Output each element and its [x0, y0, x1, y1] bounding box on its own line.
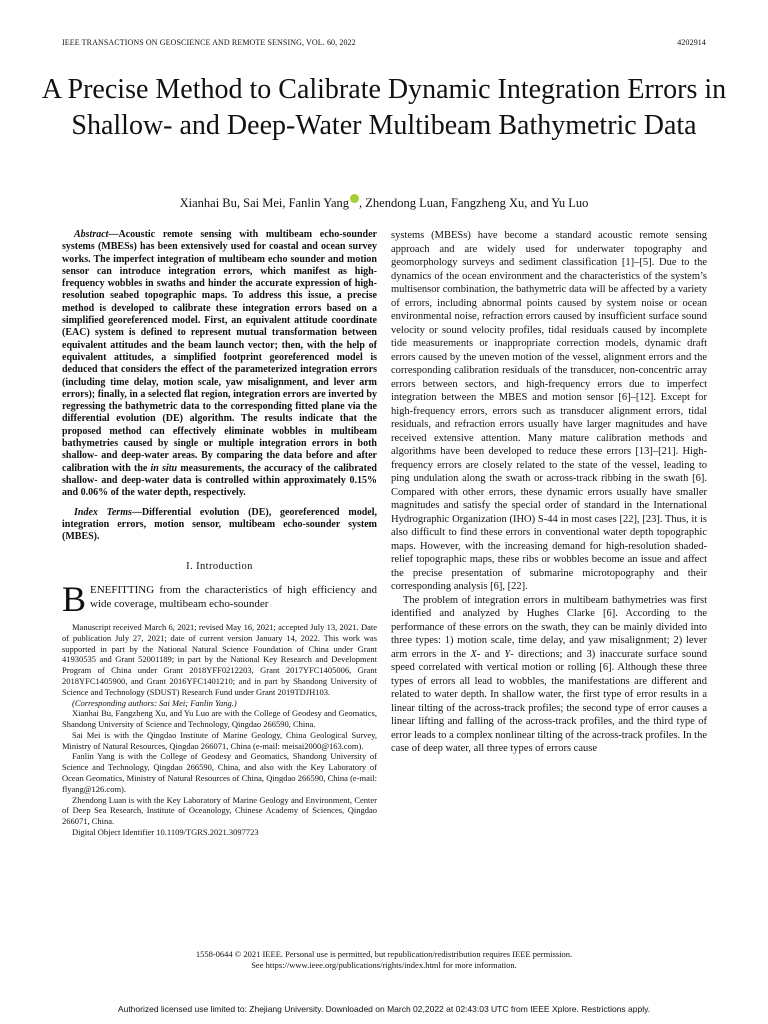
left-column	[62, 229, 377, 838]
abstract-text-end: measurements, the accuracy of the calibrated shallow- and deep-water data is controlled within approximately 0.15% and 0.06% of the water depth, respectively.	[62, 462, 377, 499]
body-paragraph-1: systems (MBESs) have become a standard acoustic remote sensing approach and are widely used for underwater topography and geomorphology surveys and sediment classification [1]–[5]. Due to the dynamics of the ocean environment and the characteristics of the system’s multisensor combination, the bathymetric data will be affected by a variety of errors, including abnormal points caused by system noise or ocean environmental noise, refraction errors caused by insufficient surface sound velocity or sound velocity profiles, tidal residuals caused by incomplete tide measurements or inappropriate correction models, dynamic draft errors caused by the uneven motion of the vessel, alignment errors and the corresponding calibration residuals of the transducer, non-concentric array errors between sectors, and high-frequency errors due to imperfect integration between the MBES and motion sensor [6]–[12]. Except for high-frequency errors, errors such as transducer alignment errors, tidal residuals, and refraction errors usually have larger magnitudes and have received extensive attention. Many mature calibration methods and algorithms have been developed to reduce these errors [13]–[21]. High-frequency errors are closely related to the state of the vessel, leading to ping undulation along the swath or across-track ribbing in the swath [6]. Compared with other errors, these dynamic errors usually have smaller magnitudes and satisfy the special order of standard in the International Hydrographic Organization (IHO) S-44 in most cases [22], [23]. Thus, it is also difficult to find these errors in conventional water depth topographic maps. However, with the increasing demand for high-resolution shaded-relief topographic maps, these ribs or wobbles become an issue and affect the precise presentation of submarine microtopography and their corresponding analysis [6], [22].	[391, 230, 707, 592]
paper-title: A Precise Method to Calibrate Dynamic Integration Errors in Shallow- and Deep-Water Multibeam Bathymetric Data	[41, 74, 727, 141]
abstract	[62, 229, 377, 500]
note-affiliation-2: Sai Mei is with the Qingdao Institute of Marine Geology, China Geological Survey, Ministry of Natural Resources, Qingdao 266071, China (e-mail: meisai2000@163.com).	[62, 729, 377, 751]
body-paragraph-2	[391, 594, 707, 756]
note-corresponding	[62, 698, 377, 709]
abstract-in-situ: in situ	[150, 462, 178, 474]
body-paragraph-2-b: - and	[476, 648, 505, 660]
license-footer	[40, 949, 728, 971]
index-terms-text: —Differential evolution (DE), georeferenced model, integration errors, motion sensor, multibeam echo-sounder system (MBES).	[62, 506, 377, 543]
journal-name: IEEE TRANSACTIONS ON GEOSCIENCE AND REMOTE SENSING, VOL. 60, 2022	[62, 38, 356, 47]
y-symbol: Y	[504, 648, 511, 660]
authorized-use-notice: Authorized licensed use limited to: Zhejiang University. Downloaded on March 02,2022 at 02:43:03 UTC from IEEE Xplore. Restrictions apply.	[117, 1004, 651, 1014]
right-column	[391, 229, 707, 756]
orcid-icon[interactable]	[350, 194, 359, 203]
authors-part-1: Xianhai Bu, Sai Mei, Fanlin Yang	[179, 196, 350, 210]
note-manuscript: Manuscript received March 6, 2021; revised May 16, 2021; accepted July 13, 2021. Date of publication July 27, 2021; date of current version January 14, 2022. This work was supported in part by the National Natural Science Foundation of China under Grant 41930535 and Grant 52001189; in part by the National Key Research and Development Program of China under Grant 2018YFF0212203, Grant 2017YFC1405006, Grant 2018YFC1405900, and Grant 2016YFC1401210; and in part by Shandong University of Science and Technology (SDUST) Research Fund under Grant 2019TDJH103.	[62, 621, 377, 697]
abstract-lead: Abstract	[74, 229, 109, 240]
note-doi[interactable]: Digital Object Identifier 10.1109/TGRS.2021.3097723	[72, 827, 259, 838]
note-affiliation-3: Fanlin Yang is with the College of Geodesy and Geomatics, Shandong University of Science and Technology, Qingdao 266590, China, and also with the Key Laboratory of Ocean Geomatics, Ministry of Natural Resources of China, Qingdao 266590, China (e-mail: flyang@126.com).	[62, 751, 377, 794]
x-symbol: X	[470, 648, 477, 660]
index-terms-lead: Index Terms	[74, 506, 132, 518]
section-heading: I. Introduction	[186, 561, 253, 573]
intro-text: from the characteristics of high efficiency and wide coverage, multibeam echo-sounder	[90, 583, 377, 611]
license-line-1: 1558-0644 © 2021 IEEE. Personal use is permitted, but republication/redistribution requires IEEE permission.	[195, 949, 573, 959]
intro-paragraph	[62, 578, 377, 619]
footnotes	[62, 622, 377, 838]
body-paragraph-2-c: - directions; and 3) inaccurate surface sound speed correlated with vertical motion or rolling [6]. Although these three types of errors all lead to wobbles, the manifestations are different and related to water depth. In shallow water, the first type of error results in a linear tilting of the across-track profiles; the second type of error causes a linear lifting and falling of the across-track profiles, and the third type of error leads to a complex nonlinear tilting of the across-track profiles. In the case of deep water, all three types of errors cause	[391, 648, 707, 754]
page-number: 4202914	[677, 38, 706, 47]
abstract-text: —Acoustic remote sensing with multibeam echo-sounder systems (MBESs) has been extensively used for coastal and ocean survey works. The imperfect integration of multibeam echo sounder and motion sensor can introduce integration errors, which manifest as high-frequency wobbles in swaths and hinder the accurate expression of high-resolution seabed topographic maps. To address this issue, a precise method is developed to calibrate these integration errors based on a simplified georeferenced model. First, an equivalent attitude coordinate (EAC) system is defined to represent mutual transformation between equivalent attitudes and the beam launch vector; then, with the help of equivalent attitudes, a simplified footprint georeferenced model is deduced that considers the effect of the parameterized integration errors (including time delay, motion scale, yaw misalignment, and lever arm errors); finally, in a selected flat region, integration errors are inverted by regressing the bathymetric data to the corresponding fitted plane via the differential evolution (DE) algorithm. The results indicate that the proposed method can effectively eliminate wobbles in multibeam bathymetries caused by single or multiple integration errors in both shallow- and deep-water areas. By comparing the data before and after calibration with the	[62, 229, 377, 474]
license-line-2[interactable]: See https://www.ieee.org/publications/rights/index.html for more information.	[251, 960, 517, 970]
author-list	[40, 194, 728, 211]
note-affiliation-4: Zhendong Luan is with the Key Laboratory of Marine Geology and Environment, Center of Deep Sea Research, Institute of Oceanology, Chinese Academy of Sciences, Qingdao 266071, China.	[62, 794, 377, 827]
index-terms	[62, 507, 377, 544]
corresponding-authors: (Corresponding authors: Sai Mei; Fanlin Yang.)	[72, 697, 237, 708]
authors-part-2: , Zhendong Luan, Fangzheng Xu, and Yu Luo	[359, 196, 589, 210]
running-head	[62, 38, 706, 47]
body-paragraph-2-a: The problem of integration errors in multibeam bathymetries was first identified and analyzed by Hughes Clarke [6]. According to the performance of these errors on the swath, they can be mainly divided into three types: 1) motion scale, time delay, and yaw misalignment; 2) lever arm errors in the	[391, 594, 707, 660]
drop-cap: B	[62, 578, 87, 619]
note-affiliation-1: Xianhai Bu, Fangzheng Xu, and Yu Luo are with the College of Geodesy and Geomatics, Shandong University of Science and Technology, Qingdao 266590, China.	[62, 708, 377, 730]
intro-lead-caps: ENEFITTING	[90, 583, 155, 596]
